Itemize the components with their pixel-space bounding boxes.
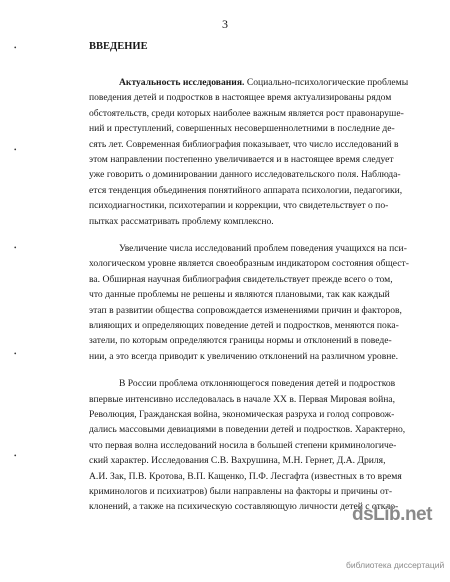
text-line: затели, по которым определяются границы нормы и отклонений в поведе- xyxy=(89,335,392,347)
text-line: Революция, Гражданская война, экономическая разруха и голод сопровож- xyxy=(89,409,395,420)
watermark xyxy=(346,504,448,576)
text-line: влияющих и определяющих поведение детей и подростков, меняются пока- xyxy=(89,320,399,331)
text-line: ний и преступлений, совершенных несовершеннолетними в последние де- xyxy=(89,123,395,135)
text-line: ский характер. Исследования С.В. Вахрушина, М.Н. Гернет, Д.А. Дриля, xyxy=(89,455,386,467)
text-line: дались массовыми девиациями в поведении детей и подростков. Характерно, xyxy=(89,424,406,436)
text-line: Увеличение числа исследований проблем поведения учащихся на пси- xyxy=(119,243,407,254)
text-line: поведения детей и подростков в настоящее время актуализированы рядом xyxy=(89,92,392,104)
text-line: пытках рассматривать проблему комплексно. xyxy=(89,215,274,227)
margin-mark: • xyxy=(14,452,17,460)
text-line: психодиагностики, психотерапии и коррекции, что свидетельствует о по- xyxy=(89,200,389,212)
margin-mark: • xyxy=(14,350,17,358)
text-line: впервые интенсивно исследовалась в начале XX в. Первая Мировая война, xyxy=(89,393,396,405)
text-line: этом направлении постепенно увеличивается и в настоящее время следует xyxy=(89,154,394,165)
text-line: криминологов и психиатров) были направлены на факторы и причины от- xyxy=(89,486,393,497)
page-number: 3 xyxy=(222,17,228,31)
margin-mark: • xyxy=(14,244,17,252)
text-line: что данные проблемы не решены и являются плановыми, так как каждый xyxy=(89,289,390,301)
text-line: хологическом уровне является своеобразным индикатором состояния общест- xyxy=(89,258,409,270)
text-line: обстоятельств, среди которых наиболее важным является рост правонаруше- xyxy=(89,107,404,119)
text-line: уже говорить о доминировании данного исследовательского поля. Наблюда- xyxy=(89,169,401,181)
text-line: клонений, а также на психическую составляющую личности детей с откло- xyxy=(89,501,399,513)
margin-mark: • xyxy=(14,44,17,52)
text-line: ва. Обширная научная библиография свидетельствует прежде всего о том, xyxy=(89,273,393,285)
section-heading: ВВЕДЕНИЕ xyxy=(89,41,148,52)
lead-rest: Социально-психологические проблемы xyxy=(244,77,409,88)
text-line xyxy=(119,77,409,89)
lead-phrase: Актуальность исследования. xyxy=(119,77,245,88)
text-line: нии, а это всегда приводит к увеличению отклонений на различном уровне. xyxy=(89,350,399,362)
watermark-subtitle: библиотека диссертаций xyxy=(346,560,445,570)
text-line: А.И. Зак, П.В. Кротова, В.П. Кащенко, П.Ф. Лесгафта (известных в то время xyxy=(89,470,402,482)
margin-mark: • xyxy=(14,146,17,154)
text-line: этап в развитии общества сопровождается изменениями причин и факторов, xyxy=(89,304,402,316)
text-line: ется тенденция объединения понятийного аппарата психологии, педагогики, xyxy=(89,184,403,196)
text-line: В России проблема отклоняющегося поведения детей и подростков xyxy=(119,378,396,390)
text-line: сять лет. Современная библиография показывает, что число исследований в xyxy=(89,138,399,150)
text-line: что первая волна исследований носила в большей степени криминологиче- xyxy=(89,439,397,451)
watermark-logo: dsLib.net xyxy=(352,504,432,525)
